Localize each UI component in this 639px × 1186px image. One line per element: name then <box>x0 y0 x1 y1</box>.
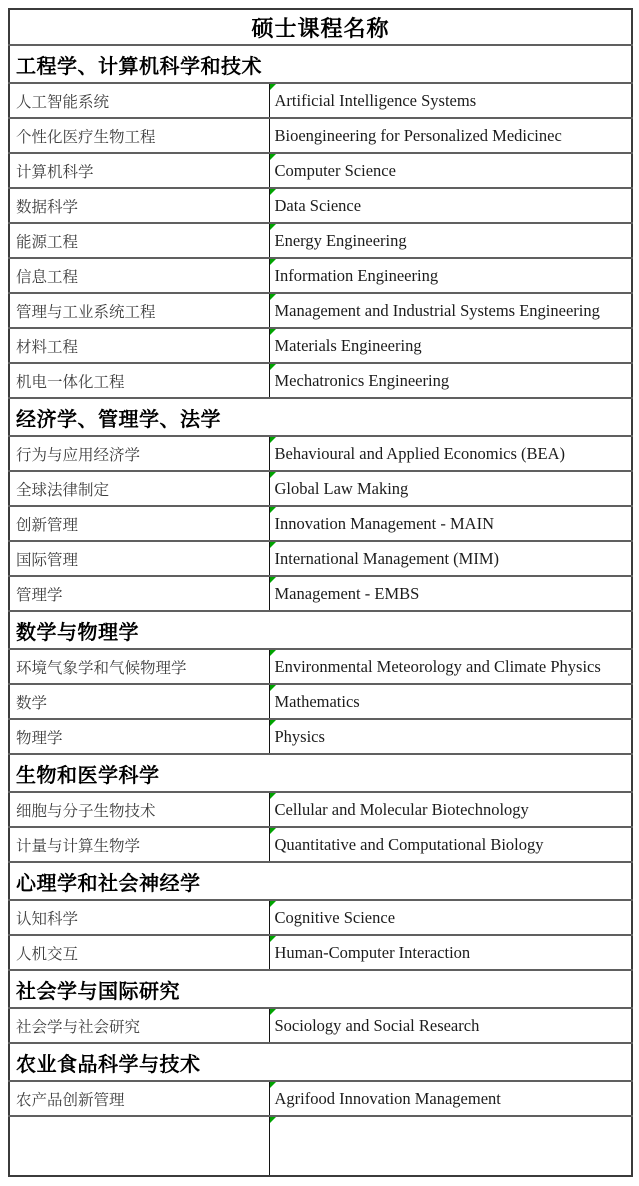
course-row <box>9 576 632 611</box>
course-row <box>9 328 632 363</box>
course-name-en <box>269 719 632 754</box>
cell-corner-marker-icon <box>270 224 276 230</box>
cell-corner-marker-icon <box>270 793 276 799</box>
section-header-row <box>9 45 632 83</box>
course-name-zh: 信息工程 <box>9 258 269 293</box>
cell-corner-marker-icon <box>270 364 276 370</box>
course-row <box>9 436 632 471</box>
course-name-zh: 人机交互 <box>9 935 269 970</box>
cell-corner-marker-icon <box>270 685 276 691</box>
course-name-en-text: Innovation Management - MAIN <box>274 513 494 533</box>
empty-cell-en <box>269 1116 632 1176</box>
course-name-zh: 环境气象学和气候物理学 <box>9 649 269 684</box>
course-row <box>9 684 632 719</box>
section-header: 社会学与国际研究 <box>9 970 632 1008</box>
course-name-en <box>269 83 632 118</box>
course-name-zh: 全球法律制定 <box>9 471 269 506</box>
course-name-zh: 人工智能系统 <box>9 83 269 118</box>
course-row <box>9 792 632 827</box>
course-name-en <box>269 506 632 541</box>
course-row <box>9 293 632 328</box>
course-name-en <box>269 576 632 611</box>
course-name-zh: 数据科学 <box>9 188 269 223</box>
course-name-zh: 细胞与分子生物技术 <box>9 792 269 827</box>
table-title: 硕士课程名称 <box>251 15 390 41</box>
section-header: 生物和医学科学 <box>9 754 632 792</box>
cell-corner-marker-icon <box>270 828 276 834</box>
course-name-zh: 数学 <box>9 684 269 719</box>
course-name-en-text: Quantitative and Computational Biology <box>274 834 544 854</box>
cell-corner-marker-icon <box>270 577 276 583</box>
course-name-en-text: Behavioural and Applied Economics (BEA) <box>274 443 566 463</box>
cell-corner-marker-icon <box>270 1009 276 1015</box>
course-name-en-text: Cognitive Science <box>274 907 396 927</box>
course-name-en-text: International Management (MIM) <box>274 548 500 568</box>
section-header: 数学与物理学 <box>9 611 632 649</box>
section-header: 农业食品科学与技术 <box>9 1043 632 1081</box>
course-name-en-text: Bioengineering for Personalized Medicinec <box>274 125 562 145</box>
cell-corner-marker-icon <box>270 84 276 90</box>
course-row <box>9 223 632 258</box>
cell-corner-marker-icon <box>270 1082 276 1088</box>
cell-corner-marker-icon <box>270 154 276 160</box>
course-name-en <box>269 258 632 293</box>
course-row <box>9 506 632 541</box>
empty-cell-zh <box>9 1116 269 1176</box>
table-title-row <box>9 9 632 45</box>
cell-corner-marker-icon <box>270 329 276 335</box>
course-row <box>9 363 632 398</box>
course-name-zh: 管理与工业系统工程 <box>9 293 269 328</box>
cell-corner-marker-icon <box>270 189 276 195</box>
course-name-en <box>269 188 632 223</box>
course-row <box>9 188 632 223</box>
course-name-en <box>269 792 632 827</box>
course-name-en-text: Management - EMBS <box>274 583 420 603</box>
cell-corner-marker-icon <box>270 901 276 907</box>
course-row <box>9 541 632 576</box>
section-header: 心理学和社会神经学 <box>9 862 632 900</box>
course-name-en <box>269 436 632 471</box>
course-name-en-text: Environmental Meteorology and Climate Physics <box>274 656 601 676</box>
section-header-row <box>9 398 632 436</box>
cell-corner-marker-icon <box>270 650 276 656</box>
course-row <box>9 935 632 970</box>
course-row <box>9 83 632 118</box>
course-name-en <box>269 935 632 970</box>
course-name-zh: 物理学 <box>9 719 269 754</box>
course-name-zh: 农产品创新管理 <box>9 1081 269 1116</box>
course-name-en <box>269 827 632 862</box>
course-name-zh: 材料工程 <box>9 328 269 363</box>
course-name-zh: 机电一体化工程 <box>9 363 269 398</box>
section-header-row <box>9 862 632 900</box>
course-name-en <box>269 1081 632 1116</box>
course-name-en-text: Information Engineering <box>274 265 439 285</box>
course-name-zh: 管理学 <box>9 576 269 611</box>
course-name-zh: 国际管理 <box>9 541 269 576</box>
course-name-en <box>269 684 632 719</box>
cell-corner-marker-icon <box>270 294 276 300</box>
cell-corner-marker-icon <box>270 542 276 548</box>
course-name-en <box>269 1008 632 1043</box>
course-name-en <box>269 223 632 258</box>
master-course-table <box>8 8 633 1177</box>
course-name-en-text: Sociology and Social Research <box>274 1015 480 1035</box>
section-header: 工程学、计算机科学和技术 <box>9 45 632 83</box>
course-name-zh: 个性化医疗生物工程 <box>9 118 269 153</box>
course-name-en-text: Mechatronics Engineering <box>274 370 450 390</box>
course-name-en <box>269 471 632 506</box>
course-name-en-text: Mathematics <box>274 691 360 711</box>
cell-corner-marker-icon <box>270 259 276 265</box>
course-name-en-text: Cellular and Molecular Biotechnology <box>274 799 529 819</box>
course-name-en-text: Data Science <box>274 195 362 215</box>
trailing-empty-row <box>9 1116 632 1176</box>
cell-corner-marker-icon <box>270 437 276 443</box>
course-row <box>9 471 632 506</box>
course-name-en-text: Management and Industrial Systems Engineering <box>274 300 600 320</box>
section-header-row <box>9 1043 632 1081</box>
course-name-zh: 能源工程 <box>9 223 269 258</box>
course-name-en <box>269 363 632 398</box>
course-name-en <box>269 153 632 188</box>
course-row <box>9 1081 632 1116</box>
course-row <box>9 900 632 935</box>
course-row <box>9 649 632 684</box>
cell-corner-marker-icon <box>270 472 276 478</box>
course-name-zh: 计量与计算生物学 <box>9 827 269 862</box>
course-name-zh: 行为与应用经济学 <box>9 436 269 471</box>
course-row <box>9 118 632 153</box>
course-name-en-text: Computer Science <box>274 160 396 180</box>
course-row <box>9 719 632 754</box>
course-name-en-text: Energy Engineering <box>274 230 407 250</box>
course-name-en-text: Materials Engineering <box>274 335 422 355</box>
cell-corner-marker-icon <box>270 1117 276 1123</box>
course-name-en-text: Physics <box>274 726 325 746</box>
course-name-zh: 社会学与社会研究 <box>9 1008 269 1043</box>
course-name-en-text: Artificial Intelligence Systems <box>274 90 477 110</box>
course-row <box>9 153 632 188</box>
course-row <box>9 827 632 862</box>
course-row <box>9 258 632 293</box>
course-name-en <box>269 900 632 935</box>
section-header-row <box>9 970 632 1008</box>
course-name-en <box>269 649 632 684</box>
course-name-zh: 计算机科学 <box>9 153 269 188</box>
cell-corner-marker-icon <box>270 507 276 513</box>
course-name-zh: 认知科学 <box>9 900 269 935</box>
course-name-en-text: Agrifood Innovation Management <box>274 1088 501 1108</box>
cell-corner-marker-icon <box>270 720 276 726</box>
course-name-en <box>269 118 632 153</box>
course-name-en-text: Global Law Making <box>274 478 409 498</box>
course-name-zh: 创新管理 <box>9 506 269 541</box>
course-row <box>9 1008 632 1043</box>
course-name-en <box>269 328 632 363</box>
section-header-row <box>9 611 632 649</box>
cell-corner-marker-icon <box>270 936 276 942</box>
section-header-row <box>9 754 632 792</box>
section-header: 经济学、管理学、法学 <box>9 398 632 436</box>
course-name-en-text: Human-Computer Interaction <box>274 942 471 962</box>
course-name-en <box>269 541 632 576</box>
course-name-en <box>269 293 632 328</box>
